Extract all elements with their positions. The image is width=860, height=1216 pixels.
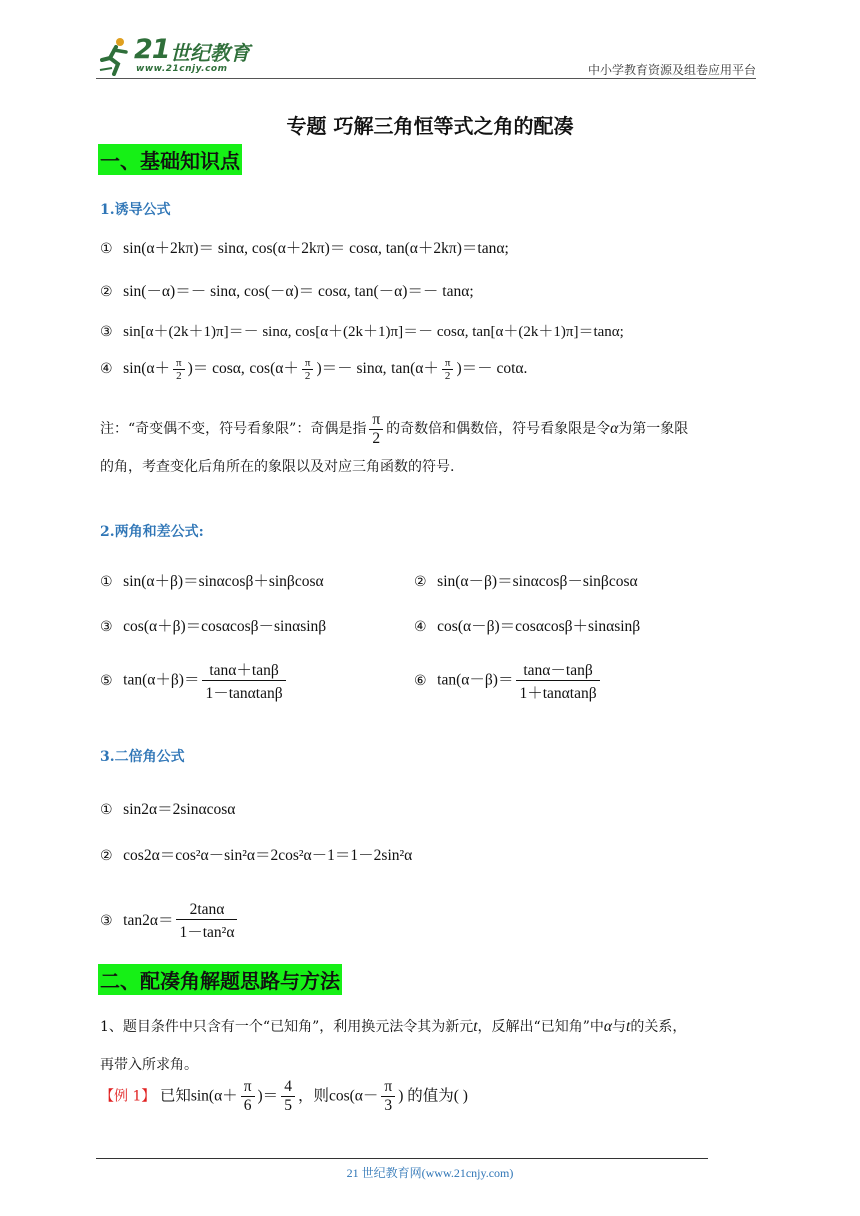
alpha-symbol: α (603, 1018, 613, 1035)
induction-formula-4 (100, 356, 527, 382)
section2-heading: 二、配凑角解题思路与方法 (98, 964, 342, 995)
logo-number: 21 (134, 34, 170, 65)
paragraph-text: 1、题目条件中只含有一个“已知角”，利用换元法令其为新元 (100, 1019, 474, 1035)
formula-part: tan(α＋ (391, 360, 439, 377)
site-logo (96, 34, 266, 78)
formula-lhs: tan(α＋β)＝ (123, 671, 200, 689)
footer-divider (96, 1158, 708, 1159)
item-number: ① (100, 802, 113, 818)
variable-t: t (626, 1018, 631, 1035)
variable-t: t (473, 1018, 478, 1035)
note-text: 为第一象限 (618, 421, 689, 437)
note-text: 的角，考查变化后角所在的象限以及对应三角函数的符号. (100, 459, 455, 475)
double-angle-formula-3 (100, 883, 240, 942)
example-1 (100, 1078, 468, 1115)
sum-formula-6 (414, 658, 603, 703)
fraction (302, 357, 314, 382)
item-number: ③ (100, 913, 113, 929)
note-text: 的奇数倍和偶数倍，符号看象限是令 (386, 421, 611, 437)
formula-text: cos(α＋β)＝cosαcosβ－sinαsinβ (123, 618, 327, 635)
sum-formula-3 (100, 614, 326, 636)
item-number: ③ (100, 324, 113, 340)
fraction (173, 357, 185, 382)
method-paragraph (100, 1008, 760, 1084)
fraction-denominator: 3 (384, 1097, 393, 1114)
fraction-numerator: tanα＋tanβ (202, 658, 285, 681)
fraction-numerator: π (369, 411, 383, 430)
example-tag: 【例 1】 (100, 1088, 156, 1105)
fraction-numerator: 4 (281, 1078, 295, 1097)
fraction (369, 411, 383, 448)
formula-text: sin(α＋β)＝sinαcosβ＋sinβcosα (123, 573, 324, 590)
example-text: )＝ (257, 1087, 279, 1105)
paragraph-text: 的关系， (630, 1019, 687, 1035)
item-number: ④ (414, 619, 427, 635)
sub3-heading: 3.二倍角公式 (100, 749, 185, 765)
paragraph-text: ，反解出“已知角”中 (477, 1019, 604, 1035)
formula-part: )＝－ cotα. (456, 360, 528, 377)
example-text: 已知sin(α＋ (159, 1087, 238, 1105)
double-angle-formula-2 (100, 843, 412, 865)
footer-link[interactable]: 21 世纪教育网(www.21cnjy.com) (346, 1166, 514, 1180)
formula-text: cos(α－β)＝cosαcosβ＋sinαsinβ (437, 618, 641, 635)
header-divider (96, 78, 756, 79)
alpha-symbol: α (610, 420, 619, 437)
formula-lhs: tan2α＝ (123, 912, 174, 929)
runner-icon (98, 36, 132, 76)
header-platform-text: 中小学教育资源及组卷应用平台 (587, 63, 756, 77)
fraction-numerator: π (442, 357, 454, 370)
fraction-denominator: 2 (304, 369, 311, 382)
paragraph-text: 与 (612, 1019, 627, 1035)
item-number: ⑥ (414, 672, 427, 689)
item-number: ④ (100, 361, 113, 377)
sub2-heading: 2.两角和差公式: (100, 524, 204, 540)
sum-formula-4 (414, 614, 640, 636)
example-text: ) 的值为( ) (398, 1087, 468, 1105)
sum-formula-5 (100, 658, 289, 703)
item-number: ③ (100, 619, 113, 635)
formula-lhs: tan(α－β)＝ (437, 671, 514, 689)
fraction-denominator: 2 (176, 369, 182, 382)
fraction-numerator: π (302, 357, 314, 370)
fraction (241, 1078, 255, 1115)
item-number: ② (100, 848, 113, 864)
double-angle-formula-1 (100, 797, 235, 819)
fraction (202, 658, 285, 703)
induction-formula-3 (100, 320, 624, 341)
logo-url: www.21cnjy.com (136, 64, 228, 74)
sum-formula-1 (100, 569, 324, 591)
formula-text: sin(－α)＝－ sinα, cos(－α)＝ cosα, tan(－α)＝－ tanα; (123, 283, 474, 300)
fraction (176, 901, 237, 942)
fraction-numerator: 2tanα (176, 901, 237, 920)
note-paragraph (100, 410, 760, 486)
fraction (442, 357, 454, 382)
example-text: ，则cos(α－ (297, 1087, 379, 1105)
item-number: ① (100, 241, 113, 257)
formula-part: cos(α＋ (249, 360, 299, 377)
sub1-heading: 1.诱导公式 (100, 202, 171, 218)
fraction-numerator: tanα－tanβ (516, 658, 599, 681)
fraction (381, 1078, 395, 1115)
fraction-denominator: 2 (372, 429, 381, 447)
fraction (516, 658, 599, 703)
formula-part: )＝－ sinα, (316, 360, 387, 377)
paragraph-text: 再带入所求角。 (100, 1057, 198, 1073)
induction-formula-1 (100, 236, 509, 258)
item-number: ① (100, 574, 113, 590)
formula-part: )＝ cosα, (187, 360, 245, 377)
fraction-denominator: 6 (243, 1097, 252, 1114)
fraction (281, 1078, 295, 1115)
document-title: 专题 巧解三角恒等式之角的配凑 (286, 114, 574, 138)
item-number: ⑤ (100, 672, 113, 689)
fraction-numerator: π (241, 1078, 255, 1097)
formula-part: sin(α＋ (123, 360, 171, 377)
item-number: ② (100, 284, 113, 300)
item-number: ② (414, 574, 427, 590)
induction-formula-2 (100, 279, 474, 301)
fraction-numerator: π (173, 357, 185, 370)
fraction-denominator: 1＋tanαtanβ (519, 685, 597, 702)
fraction-denominator: 1－tanαtanβ (205, 685, 283, 702)
fraction-numerator: π (381, 1078, 395, 1097)
fraction-denominator: 1－tan²α (179, 923, 235, 941)
fraction-denominator: 2 (444, 369, 451, 382)
sum-formula-2 (414, 569, 638, 591)
formula-text: sin(α＋2kπ)＝ sinα, cos(α＋2kπ)＝ cosα, tan(α＋2kπ)＝tanα; (123, 240, 509, 257)
formula-text: sin[α＋(2k＋1)π]＝－ sinα, cos[α＋(2k＋1)π]＝－ cosα, tan[α＋(2k＋1)π]＝tanα; (123, 324, 624, 340)
note-text: 注：“奇变偶不变，符号看象限”：奇偶是指 (100, 421, 367, 437)
fraction-denominator: 5 (284, 1097, 292, 1114)
formula-text: sin2α＝2sinαcosα (123, 801, 236, 818)
formula-text: cos2α＝cos²α－sin²α＝2cos²α－1＝1－2sin²α (123, 847, 413, 864)
formula-text: sin(α－β)＝sinαcosβ－sinβcosα (437, 573, 638, 590)
logo-text: 世纪教育 (170, 41, 250, 65)
section1-heading: 一、基础知识点 (98, 144, 242, 175)
